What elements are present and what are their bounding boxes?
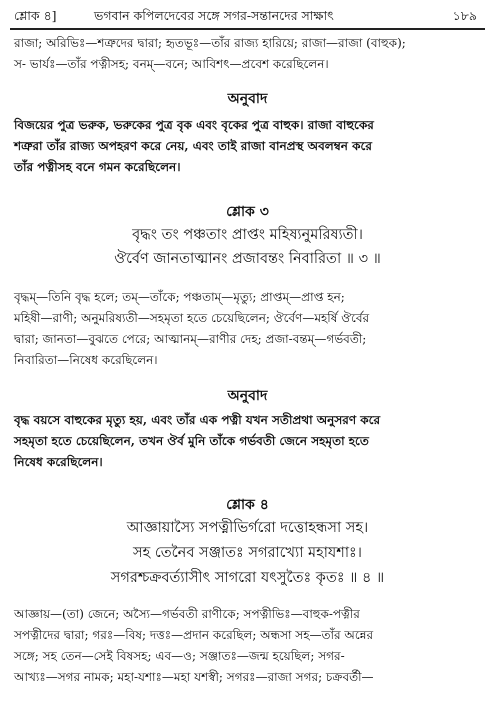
page-header [14,6,477,28]
header-shloka-ref: শ্লোক ৪] [14,8,57,23]
shloka-heading: শ্লোক ৪ [226,497,269,513]
verse-line: সগরশ্চক্রবর্ত্যাসীৎ সাগরো যৎসুতৈঃ কৃতঃ ॥ ৪ ॥ [110,570,385,586]
verse-line: বৃদ্ধং তং পঞ্চতাং প্রাপ্তং মহিষ্যনুমরিষ্যতী। [132,227,363,243]
wbw-line: সঙ্গে; সহ তেন—সেই বিষসহ; এব—ও; সঞ্জাতঃ—জন্ম হয়েছিল; সগর- [14,649,345,663]
header-chapter-title: ভগবান কপিলদেবের সঙ্গে সগর-সন্তানদের সাক্ষাৎ [94,8,334,23]
verse-line: সহ তেনৈব সঞ্জাতঃ সগরাখ্যো মহাযশাঃ। [133,545,362,561]
wbw-line: নিবারিতা—নিষেধ করেছিলেন। [14,353,158,367]
page-number: ১৮৯ [452,8,477,23]
wbw-top-line: স- ভার্যঃ—তাঁর পত্নীসহ; বনম্—বনে; আবিশৎ—প্রবেশ করেছিলেন। [14,57,329,71]
translation-line: নিষেধ করেছিলেন। [14,455,103,469]
wbw-line: আজ্ঞায়—(তা) জেনে; অস্যৈ—গর্ভবতী রাণীকে; সপত্নীভিঃ—বাহুক-পত্নীর [14,607,360,621]
shloka-heading: শ্লোক ৩ [226,204,269,220]
wbw-line: দ্বারা; জানতা—বুঝতে পেরে; আত্মানম্—রাণীর দেহ; প্রজা-বন্তম্—গর্ভবতী; [14,332,367,346]
wbw-line: বৃদ্ধম্—তিনি বৃদ্ধ হলে; তম্—তাঁকে; পঞ্চতাম্—মৃত্যু; প্রাপ্তম্—প্রাপ্ত হন; [14,290,345,304]
translation-heading: অনুবাদ [227,388,268,404]
translation-line: বৃদ্ধ বয়সে বাহুকের মৃত্যু হয়, এবং তাঁর এক পত্নী যখন সতীপ্রথা অনুসরণ করে [14,413,381,427]
translation-line: সহমৃতা হতে চেয়েছিলেন, তখন ঔর্ব মুনি তাঁকে গর্ভবতী জেনে সহমৃতা হতে [14,434,369,448]
translation-line: বিজয়ের পুত্র ভরুক, ভরুকের পুত্র বৃক এবং বৃকের পুত্র বাহুক। রাজা বাহুকের [14,118,374,132]
wbw-line: আখ্যঃ—সগর নামক; মহা-যশাঃ—মহা যশস্বী; সগরঃ—রাজা সগর; চক্রবর্তী— [14,670,374,684]
verse-line: আজ্ঞায়াস্যৈ সপত্নীভির্গরো দত্তোহন্ধসা সহ। [126,520,369,536]
translation-line: তাঁর পত্নীসহ বনে গমন করেছিলেন। [14,160,181,174]
verse-line: ঔর্বেণ জানতাত্মানং প্রজাবন্তং নিবারিতা ॥ ৩ ॥ [114,251,381,267]
wbw-line: সপত্নীদের দ্বারা; গরঃ—বিষ; দত্তঃ—প্রদান করেছিল; অন্ধসা সহ—তাঁর অন্নের [14,628,374,642]
translation-heading: অনুবাদ [227,91,268,107]
wbw-line: মহিষী—রাণী; অনুমরিষ্যতী—সহমৃতা হতে চেয়েছিলেন; ঔর্বেণ—মহর্ষি ঔর্বের [14,311,370,325]
translation-line: শত্রুরা তাঁর রাজ্য অপহরণ করে নেয়, এবং তাই রাজা বানপ্রস্থ অবলম্বন করে [14,139,372,153]
header-rule [10,28,485,30]
wbw-top-line: রাজা; অরিভিঃ—শত্রুদের দ্বারা; হৃতভূঃ—তাঁর রাজ্য হারিয়ে; রাজা—রাজা (বাহুক); [14,36,406,50]
